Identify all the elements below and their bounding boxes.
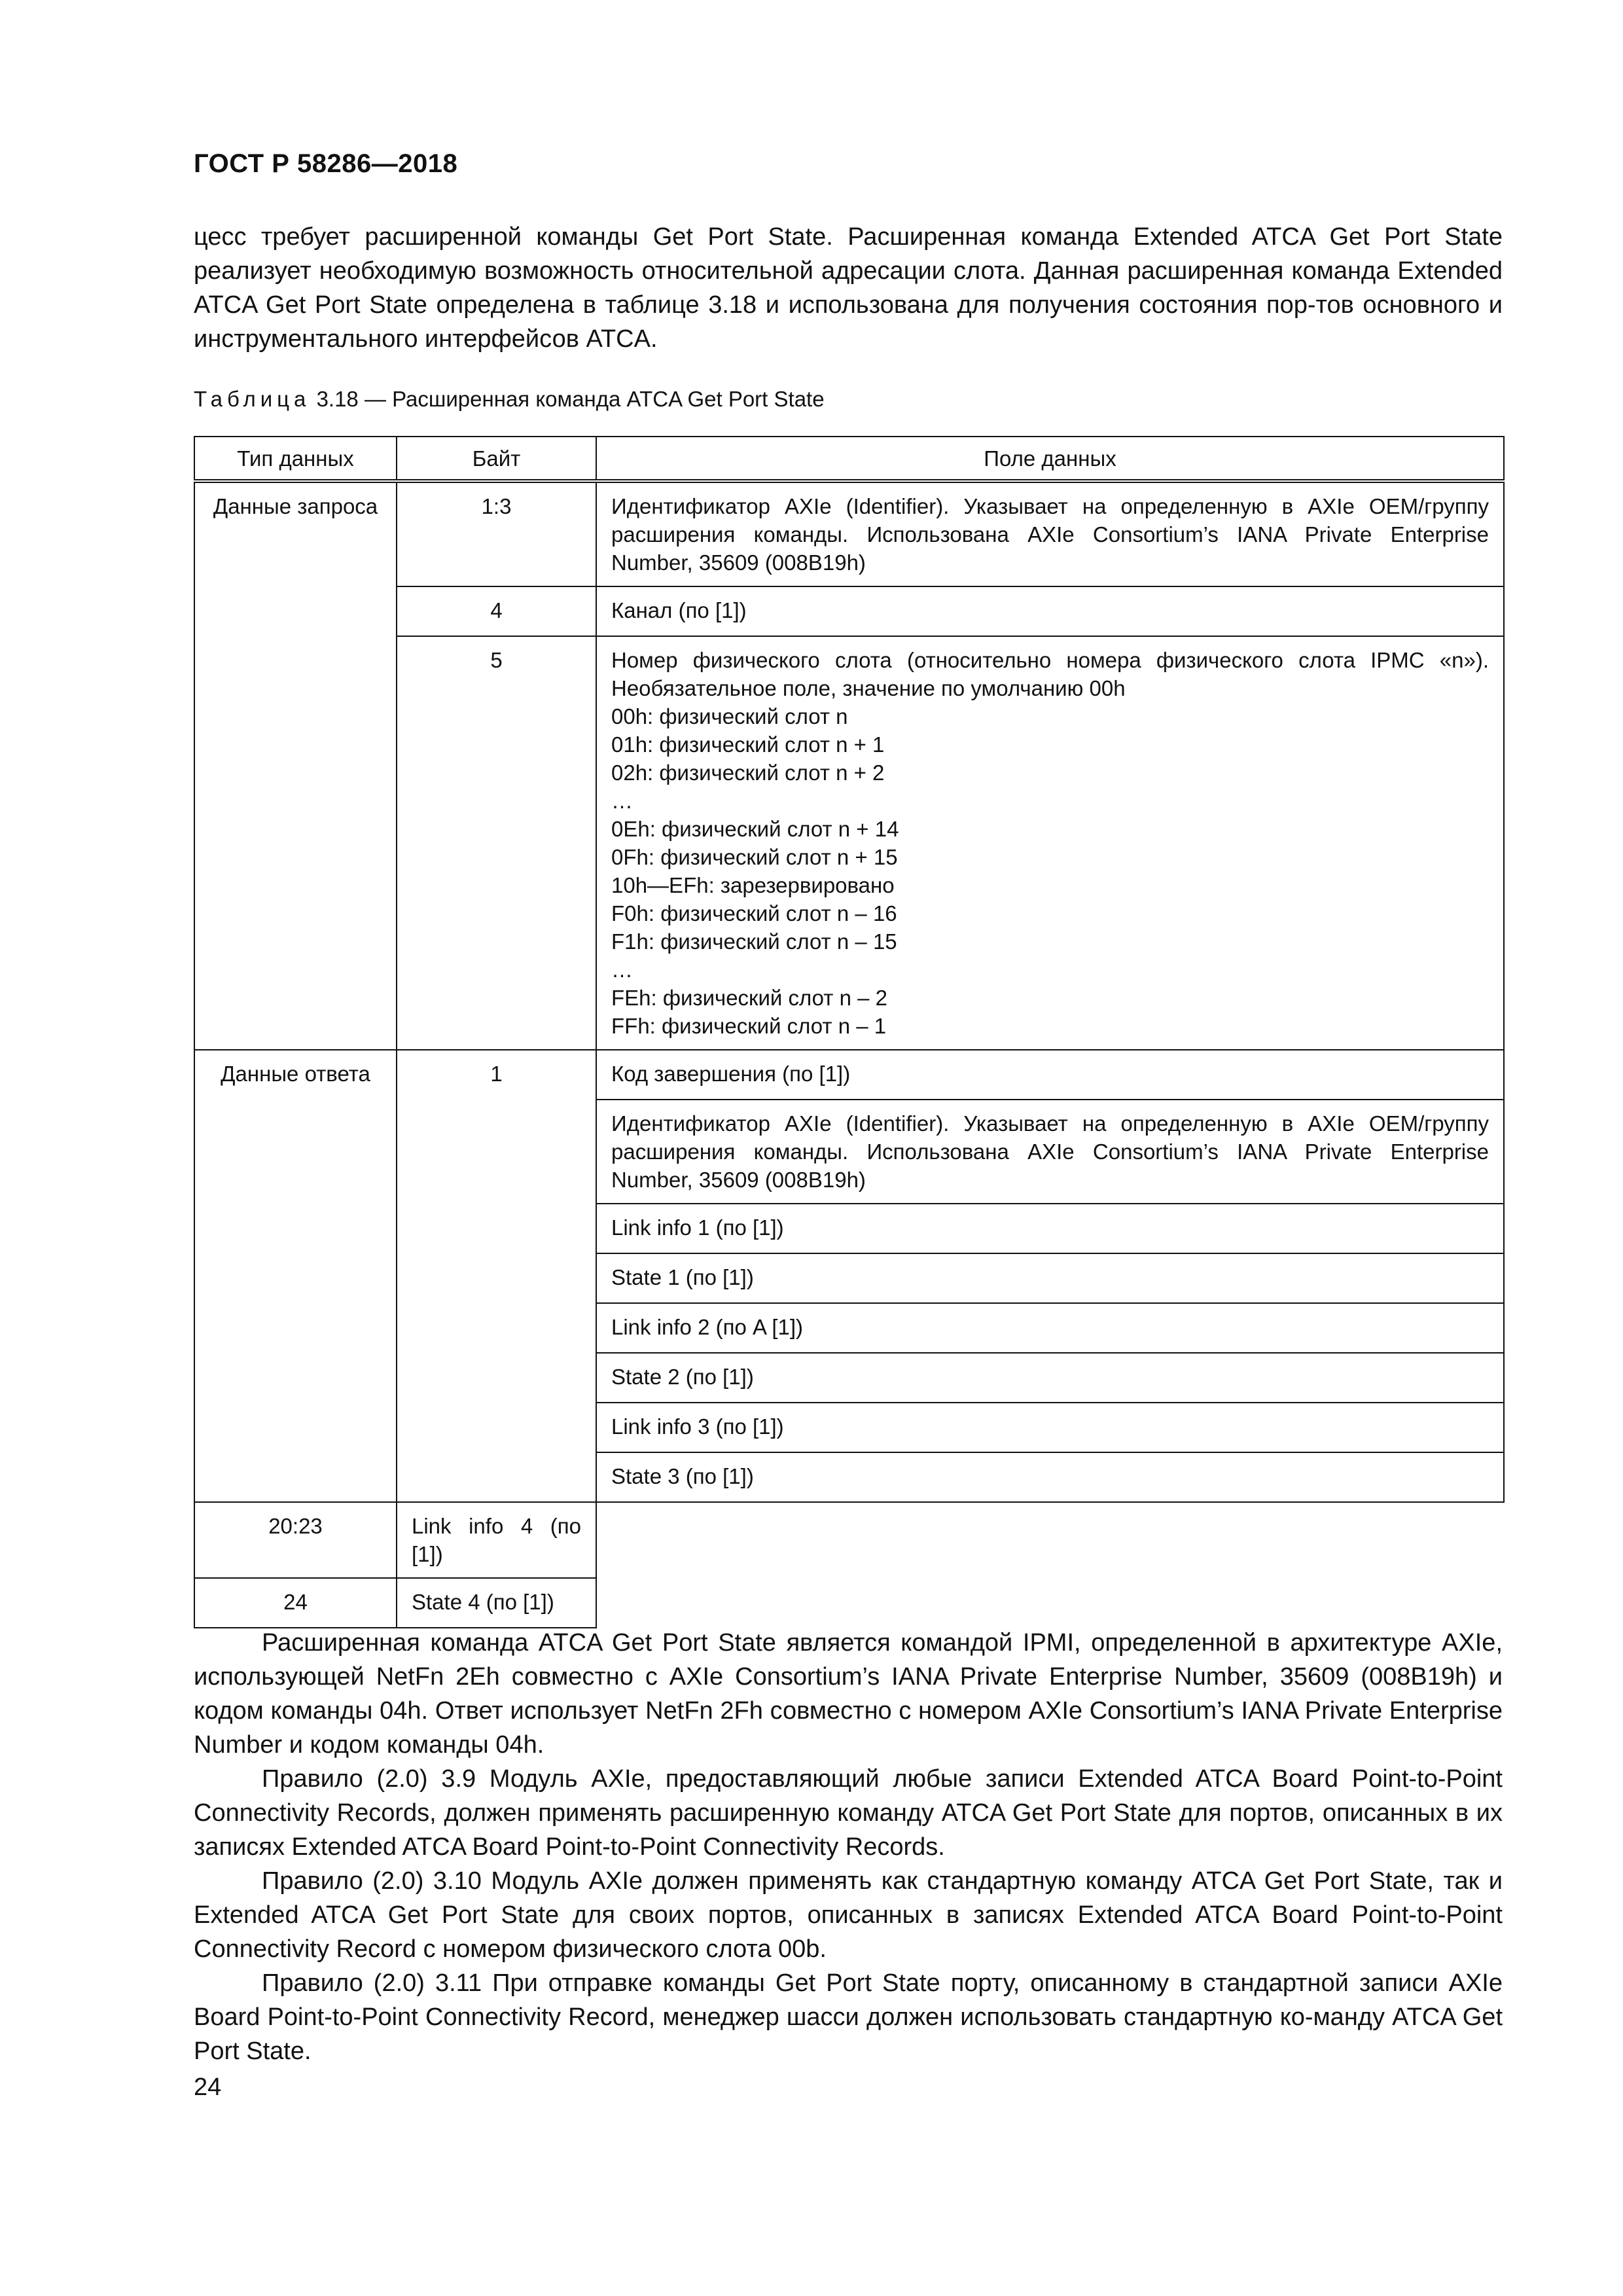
port-state-table xyxy=(194,436,1505,1628)
rule-paragraph-3-11: Правило (2.0) 3.11 При отправке команды Get Port State порту, описанному в стандартной записи AXIe Board Point-to-Point Connectivity Record, менеджер шасси должен использовать стандартную ко-манду ATCA Get Port State. xyxy=(194,1969,1503,2065)
field-cell: Код завершения (по [1]) xyxy=(596,1050,1504,1100)
byte-cell: 1 xyxy=(397,1050,596,1502)
field-cell: State 2 (по [1]) xyxy=(596,1353,1504,1403)
page-number: 24 xyxy=(194,2073,222,2101)
slot-line: 01h: физический слот n + 1 xyxy=(611,732,885,757)
field-cell: Link info 2 (по A [1]) xyxy=(596,1303,1504,1353)
slot-line: FFh: физический слот n – 1 xyxy=(611,1014,887,1038)
slot-line: 10h—EFh: зарезервировано xyxy=(611,873,895,897)
byte-cell: 1:3 xyxy=(397,481,596,586)
field-cell: Идентификатор AXIe (Identifier). Указывает на определенную в AXIe OEM/группу расширения команды. Использована AXIe Consortium’s IANA Private Enterprise Number, 35609 (008B19h) xyxy=(596,1100,1504,1204)
slot-line: 02h: физический слот n + 2 xyxy=(611,761,885,785)
request-data-label xyxy=(194,481,397,1050)
byte-cell: 4 xyxy=(397,586,596,636)
slot-line: … xyxy=(611,789,633,813)
table-row xyxy=(194,1502,1504,1578)
byte-cell: 20:23 xyxy=(194,1502,397,1578)
slot-line: 00h: физический слот n xyxy=(611,704,848,728)
slot-line: F0h: физический слот n – 16 xyxy=(611,901,897,925)
slot-field-cell xyxy=(596,636,1504,1050)
rule-paragraph-3-10: Правило (2.0) 3.10 Модуль AXIe должен применять как стандартную команду ATCA Get Port State, так и Extended ATCA Get Port State для своих портов, описанных в записях Extended ATCA Board Point-to-Point Connectivity Record с номером физического слота 00b. xyxy=(194,1867,1503,1963)
field-cell: Link info 1 (по [1]) xyxy=(596,1204,1504,1253)
slot-intro: Номер физического слота (относительно номера физического слота IPMC «n»). Необязательное поле, значение по умолчанию 00h xyxy=(611,648,1489,700)
document-id-header: ГОСТ Р 58286—2018 xyxy=(194,149,458,178)
field-cell: State 3 (по [1]) xyxy=(596,1452,1504,1502)
intro-paragraph: цесс требует расширенной команды Get Port State. Расширенная команда Extended ATCA Get Port State реализует необходимую возможность относительной адресации слота. Данная расширенная команда Extended ATCA Get Port State определена в таблице 3.18 и использована для получения состояния пор-тов основного и инструментального интерфейсов ATCA. xyxy=(194,223,1503,353)
slot-line: 0Fh: физический слот n + 15 xyxy=(611,845,898,869)
table-row xyxy=(194,1050,1504,1100)
field-cell: State 1 (по [1]) xyxy=(596,1253,1504,1303)
slot-line: F1h: физический слот n – 15 xyxy=(611,929,897,954)
table-caption-label: Таблица xyxy=(194,387,311,411)
table-row xyxy=(194,1578,1504,1628)
field-cell: Link info 4 (по [1]) xyxy=(397,1502,596,1578)
header-data-type: Тип данных xyxy=(194,437,397,481)
field-cell: Канал (по [1]) xyxy=(596,586,1504,636)
header-data-field: Поле данных xyxy=(596,437,1504,481)
request-data-text: Данные запроса xyxy=(213,494,378,518)
rule-paragraph-3-9: Правило (2.0) 3.9 Модуль AXIe, предоставляющий любые записи Extended ATCA Board Point-to-Point Connectivity Records, должен применять расширенную команду ATCA Get Port State для портов, описанных в их записях Extended ATCA Board Point-to-Point Connectivity Records. xyxy=(194,1765,1503,1861)
slot-line: 0Eh: физический слот n + 14 xyxy=(611,817,899,841)
byte-cell: 24 xyxy=(194,1578,397,1628)
byte-cell: 5 xyxy=(397,636,596,1050)
field-cell: Link info 3 (по [1]) xyxy=(596,1403,1504,1452)
header-byte: Байт xyxy=(397,437,596,481)
table-row xyxy=(194,481,1504,586)
body-paragraph-1: Расширенная команда ATCA Get Port State является командой IPMI, определенной в архитектуре AXIe, использующей NetFn 2Eh совместно с AXIe Consortium’s IANA Private Enterprise Number, 35609 (008B19h) и кодом команды 04h. Ответ использует NetFn 2Fh совместно с номером AXIe Consortium’s IANA Private Enterprise Number и кодом команды 04h. xyxy=(194,1629,1503,1759)
field-cell: State 4 (по [1]) xyxy=(397,1578,596,1628)
slot-line: FEh: физический слот n – 2 xyxy=(611,986,887,1010)
field-cell: Идентификатор AXIe (Identifier). Указывает на определенную в AXIe OEM/группу расширения команды. Использована AXIe Consortium’s IANA Private Enterprise Number, 35609 (008B19h) xyxy=(596,481,1504,586)
slot-line: … xyxy=(611,958,633,982)
table-caption xyxy=(194,385,825,414)
response-data-label: Данные ответа xyxy=(194,1050,397,1502)
table-header-row xyxy=(194,437,1504,481)
table-caption-text: 3.18 — Расширенная команда ATCA Get Port State xyxy=(316,387,825,411)
